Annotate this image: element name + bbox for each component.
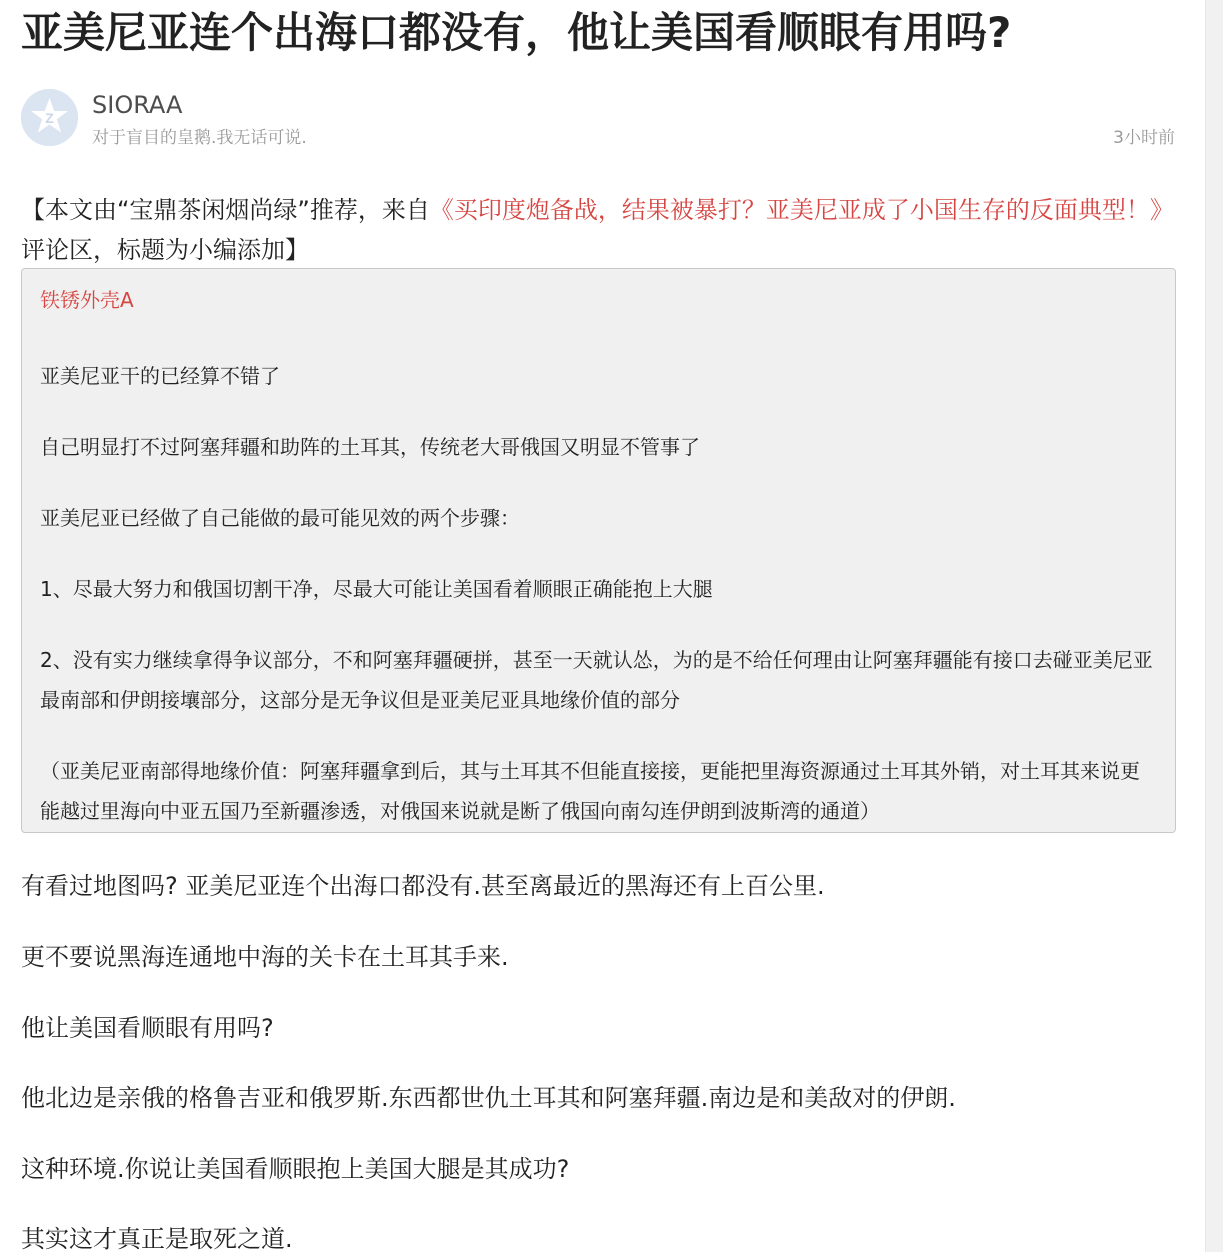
- intro-prefix: 【本文由“宝鼎茶闲烟尚绿”推荐，来自: [21, 196, 430, 224]
- article-title: 亚美尼亚连个出海口都没有，他让美国看顺眼有用吗?: [21, 8, 1012, 57]
- quote-paragraph: （亚美尼亚南部得地缘价值：阿塞拜疆拿到后，其与土耳其不但能直接接，更能把里海资源通过土耳其外销，对土耳其来说更能越过里海向中亚五国乃至新疆渗透，对俄国来说就是断了俄国向南勾连伊朗到波斯湾的通道）: [40, 759, 1140, 823]
- intro-suffix: 评论区，标题为小编添加】: [21, 236, 309, 264]
- post-timestamp: 3小时前: [1113, 128, 1175, 148]
- quoted-username-link[interactable]: 铁锈外壳A: [40, 288, 134, 312]
- quoted-comment: [21, 268, 1176, 833]
- body-paragraph: 他让美国看顺眼有用吗?: [21, 1014, 274, 1042]
- quote-paragraph: 亚美尼亚干的已经算不错了: [40, 364, 280, 388]
- quote-paragraph: 亚美尼亚已经做了自己能做的最可能见效的两个步骤：: [40, 506, 520, 530]
- body-paragraph: 他北边是亲俄的格鲁吉亚和俄罗斯.东西都世仇土耳其和阿塞拜疆.南边是和美敌对的伊朗.: [21, 1084, 956, 1112]
- svg-text:Z: Z: [45, 110, 54, 126]
- body-paragraph: 这种环境.你说让美国看顺眼抱上美国大腿是其成功?: [21, 1155, 570, 1183]
- source-article-link[interactable]: 《买印度炮备战，结果被暴打？亚美尼亚成了小国生存的反面典型！》: [429, 196, 1174, 224]
- article-intro: [21, 190, 1176, 270]
- body-paragraph: 更不要说黑海连通地中海的关卡在土耳其手来.: [21, 943, 509, 971]
- author-name[interactable]: SIORAA: [92, 91, 183, 119]
- quote-paragraph: 自己明显打不过阿塞拜疆和助阵的土耳其，传统老大哥俄国又明显不管事了: [40, 435, 700, 459]
- z-star-avatar-icon: [21, 89, 78, 146]
- quote-paragraph: 1、尽最大努力和俄国切割干净，尽最大可能让美国看着顺眼正确能抱上大腿: [40, 577, 713, 601]
- avatar[interactable]: [21, 89, 78, 146]
- author-signature: 对于盲目的皇鹅.我无话可说.: [92, 128, 307, 148]
- body-paragraph: 有看过地图吗? 亚美尼亚连个出海口都没有.甚至离最近的黑海还有上百公里.: [21, 872, 825, 900]
- page-scrollbar[interactable]: [1205, 0, 1223, 1252]
- quote-paragraph: 2、没有实力继续拿得争议部分，不和阿塞拜疆硬拼，甚至一天就认怂，为的是不给任何理由让阿塞拜疆能有接口去碰亚美尼亚最南部和伊朗接壤部分，这部分是无争议但是亚美尼亚具地缘价值的部分: [40, 648, 1153, 712]
- body-paragraph: 其实这才真正是取死之道.: [21, 1225, 293, 1252]
